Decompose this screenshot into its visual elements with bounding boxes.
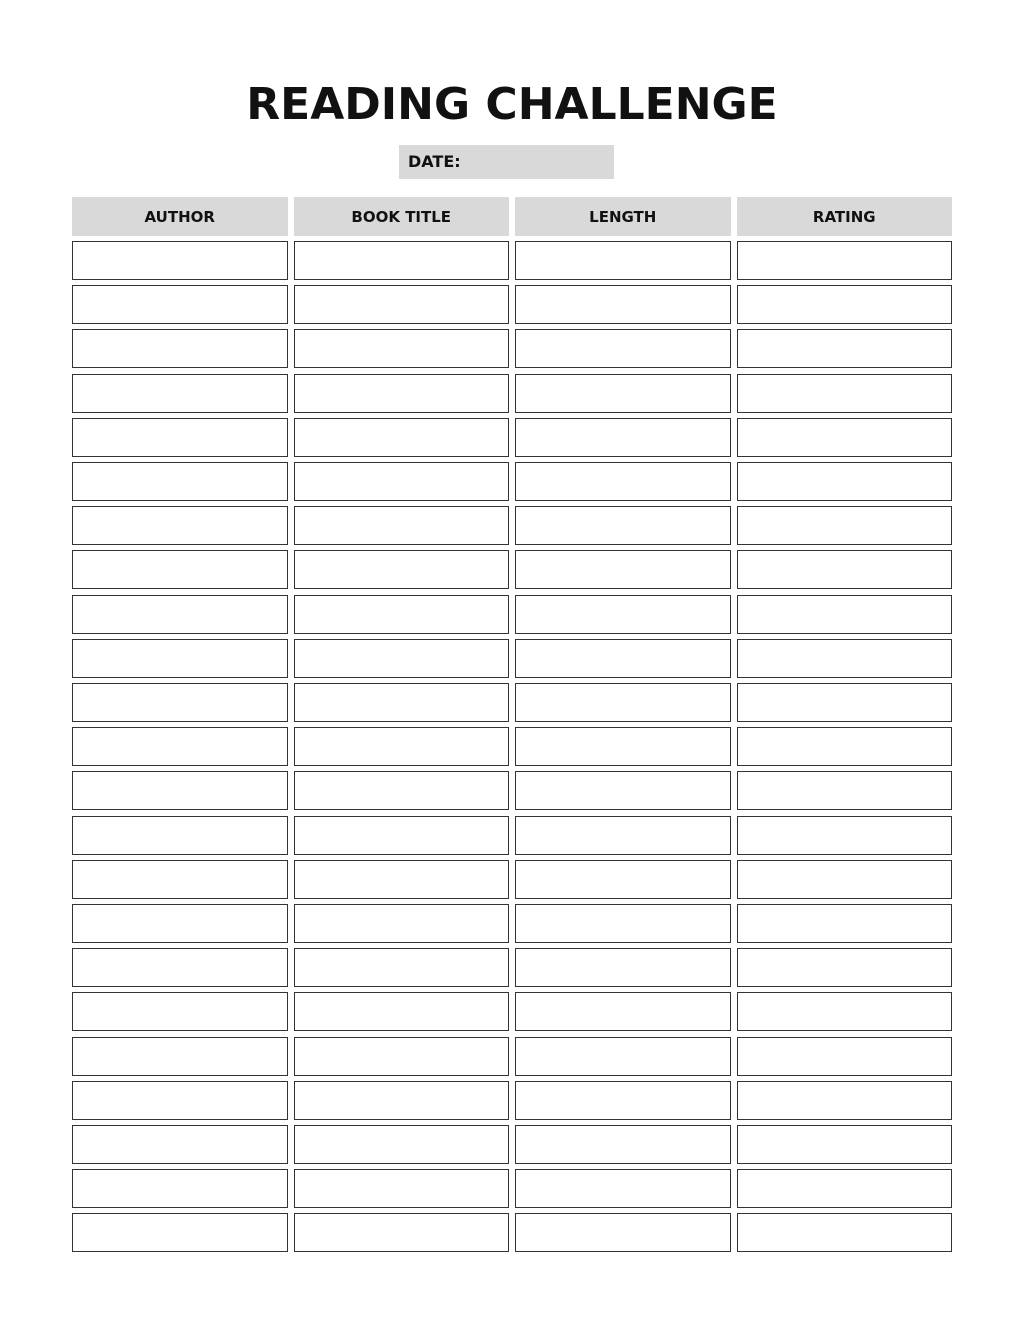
cell-length[interactable] — [515, 550, 731, 589]
cell-rating[interactable] — [737, 904, 953, 943]
table-row — [72, 418, 952, 457]
cell-author[interactable] — [72, 771, 288, 810]
table-row — [72, 1125, 952, 1164]
cell-author[interactable] — [72, 727, 288, 766]
cell-length[interactable] — [515, 1213, 731, 1252]
table-row — [72, 595, 952, 634]
cell-book-title[interactable] — [294, 241, 510, 280]
cell-length[interactable] — [515, 1169, 731, 1208]
cell-author[interactable] — [72, 948, 288, 987]
column-header-book-title: BOOK TITLE — [294, 197, 510, 236]
cell-book-title[interactable] — [294, 1037, 510, 1076]
cell-book-title[interactable] — [294, 1213, 510, 1252]
cell-rating[interactable] — [737, 1125, 953, 1164]
cell-length[interactable] — [515, 1037, 731, 1076]
table-row — [72, 1213, 952, 1252]
cell-book-title[interactable] — [294, 860, 510, 899]
cell-author[interactable] — [72, 1081, 288, 1120]
table-row — [72, 285, 952, 324]
table-row — [72, 860, 952, 899]
cell-rating[interactable] — [737, 639, 953, 678]
cell-length[interactable] — [515, 683, 731, 722]
cell-rating[interactable] — [737, 241, 953, 280]
cell-book-title[interactable] — [294, 374, 510, 413]
cell-rating[interactable] — [737, 816, 953, 855]
date-field[interactable] — [399, 145, 614, 179]
table-row — [72, 992, 952, 1031]
cell-rating[interactable] — [737, 683, 953, 722]
table-row — [72, 948, 952, 987]
cell-book-title[interactable] — [294, 506, 510, 545]
cell-author[interactable] — [72, 241, 288, 280]
cell-book-title[interactable] — [294, 639, 510, 678]
cell-length[interactable] — [515, 329, 731, 368]
cell-author[interactable] — [72, 1037, 288, 1076]
cell-length[interactable] — [515, 771, 731, 810]
cell-author[interactable] — [72, 992, 288, 1031]
table-row — [72, 683, 952, 722]
cell-length[interactable] — [515, 418, 731, 457]
table-row — [72, 904, 952, 943]
date-label: DATE: — [408, 152, 461, 171]
table-row — [72, 816, 952, 855]
cell-book-title[interactable] — [294, 727, 510, 766]
column-header-rating: RATING — [737, 197, 953, 236]
cell-book-title[interactable] — [294, 948, 510, 987]
cell-book-title[interactable] — [294, 1081, 510, 1120]
cell-author[interactable] — [72, 1169, 288, 1208]
cell-author[interactable] — [72, 904, 288, 943]
cell-length[interactable] — [515, 595, 731, 634]
cell-rating[interactable] — [737, 1213, 953, 1252]
cell-book-title[interactable] — [294, 462, 510, 501]
cell-rating[interactable] — [737, 1169, 953, 1208]
cell-length[interactable] — [515, 816, 731, 855]
cell-rating[interactable] — [737, 329, 953, 368]
cell-author[interactable] — [72, 860, 288, 899]
table-row — [72, 771, 952, 810]
page-title: READING CHALLENGE — [246, 79, 778, 130]
cell-rating[interactable] — [737, 285, 953, 324]
cell-author[interactable] — [72, 285, 288, 324]
cell-author[interactable] — [72, 374, 288, 413]
cell-rating[interactable] — [737, 506, 953, 545]
cell-author[interactable] — [72, 1125, 288, 1164]
cell-author[interactable] — [72, 418, 288, 457]
cell-author[interactable] — [72, 816, 288, 855]
table-row — [72, 1037, 952, 1076]
cell-rating[interactable] — [737, 374, 953, 413]
cell-book-title[interactable] — [294, 1125, 510, 1164]
cell-rating[interactable] — [737, 1081, 953, 1120]
cell-author[interactable] — [72, 639, 288, 678]
table-header — [72, 197, 952, 236]
table-row — [72, 374, 952, 413]
cell-length[interactable] — [515, 462, 731, 501]
cell-author[interactable] — [72, 462, 288, 501]
cell-book-title[interactable] — [294, 771, 510, 810]
cell-author[interactable] — [72, 1213, 288, 1252]
table-row — [72, 241, 952, 280]
cell-length[interactable] — [515, 992, 731, 1031]
cell-author[interactable] — [72, 550, 288, 589]
cell-rating[interactable] — [737, 595, 953, 634]
cell-book-title[interactable] — [294, 595, 510, 634]
cell-author[interactable] — [72, 506, 288, 545]
cell-length[interactable] — [515, 904, 731, 943]
cell-book-title[interactable] — [294, 418, 510, 457]
table-body — [72, 241, 952, 1252]
cell-book-title[interactable] — [294, 550, 510, 589]
cell-rating[interactable] — [737, 771, 953, 810]
cell-rating[interactable] — [737, 948, 953, 987]
cell-length[interactable] — [515, 860, 731, 899]
cell-length[interactable] — [515, 727, 731, 766]
column-header-length: LENGTH — [515, 197, 731, 236]
cell-book-title[interactable] — [294, 904, 510, 943]
cell-length[interactable] — [515, 948, 731, 987]
cell-book-title[interactable] — [294, 992, 510, 1031]
cell-length[interactable] — [515, 639, 731, 678]
table-row — [72, 506, 952, 545]
cell-book-title[interactable] — [294, 1169, 510, 1208]
table-row — [72, 550, 952, 589]
cell-length[interactable] — [515, 241, 731, 280]
cell-rating[interactable] — [737, 992, 953, 1031]
cell-book-title[interactable] — [294, 683, 510, 722]
cell-author[interactable] — [72, 329, 288, 368]
cell-length[interactable] — [515, 285, 731, 324]
reading-log-table — [72, 197, 952, 1258]
table-row — [72, 727, 952, 766]
table-row — [72, 1081, 952, 1120]
cell-rating[interactable] — [737, 860, 953, 899]
cell-book-title[interactable] — [294, 285, 510, 324]
table-row — [72, 329, 952, 368]
table-row — [72, 1169, 952, 1208]
cell-rating[interactable] — [737, 727, 953, 766]
table-row — [72, 639, 952, 678]
cell-author[interactable] — [72, 683, 288, 722]
cell-author[interactable] — [72, 595, 288, 634]
cell-length[interactable] — [515, 1081, 731, 1120]
cell-rating[interactable] — [737, 1037, 953, 1076]
cell-book-title[interactable] — [294, 816, 510, 855]
cell-rating[interactable] — [737, 418, 953, 457]
cell-length[interactable] — [515, 1125, 731, 1164]
table-row — [72, 462, 952, 501]
cell-rating[interactable] — [737, 462, 953, 501]
cell-length[interactable] — [515, 374, 731, 413]
cell-length[interactable] — [515, 506, 731, 545]
column-header-author: AUTHOR — [72, 197, 288, 236]
cell-rating[interactable] — [737, 550, 953, 589]
cell-book-title[interactable] — [294, 329, 510, 368]
